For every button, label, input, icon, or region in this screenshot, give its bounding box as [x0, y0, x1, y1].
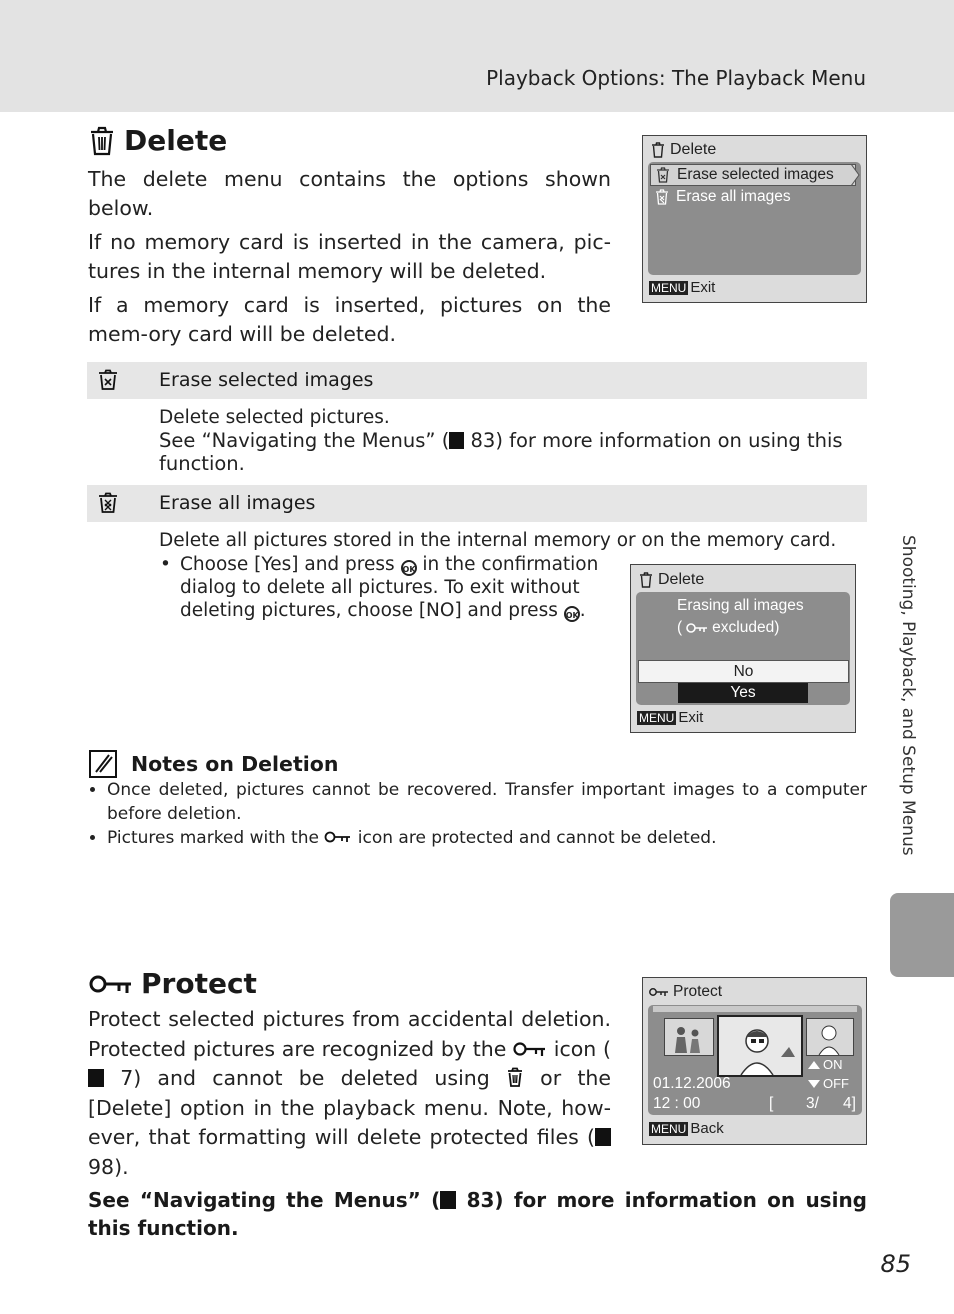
- protect-key-icon: [89, 972, 133, 996]
- menu-button-icon: MENU: [651, 1121, 687, 1136]
- page-ref-icon: [440, 1191, 456, 1209]
- protect-screen: [642, 977, 867, 1145]
- protect-paragraph: Protect selected pictures from accidental deletion. Protected pictures are recognized by the icon ( 7) and cannot be deleted using or the [Delete] option in the playback menu. Note, how-ever, that formatting will delete protected files ( 98).: [88, 1007, 611, 1179]
- erase-all-icon: [97, 492, 119, 514]
- confirm-no-button[interactable]: No: [638, 660, 849, 683]
- exit-label: Exit: [690, 279, 716, 296]
- protect-key-icon: [324, 830, 352, 844]
- thumbnail-scrollbar[interactable]: [653, 1006, 857, 1012]
- option-desc-erase-all: Delete all pictures stored in the internal memory or on the memory card.: [159, 530, 837, 551]
- erase-selected-icon: [97, 369, 119, 391]
- delete-paragraph: If a memory card is inserted, pictures on the mem-ory card will be deleted.: [88, 293, 611, 346]
- delete-menu-screen: [642, 135, 867, 303]
- protect-heading: [89, 967, 257, 1000]
- trash-icon: [639, 572, 653, 588]
- note-icon: [89, 750, 117, 778]
- delete-intro: [88, 165, 611, 354]
- option-band-erase-selected: [87, 362, 867, 399]
- thumbnail-selected[interactable]: [717, 1015, 803, 1077]
- delete-heading: [88, 124, 227, 157]
- screen-exit-row: [637, 709, 703, 726]
- screen-title-row: [639, 571, 704, 589]
- page-header: [0, 0, 954, 112]
- exit-label: Exit: [678, 709, 704, 726]
- erase-selected-icon: [655, 167, 671, 183]
- erase-all-icon: [654, 189, 670, 205]
- frame-counter-total: 4]: [843, 1095, 856, 1112]
- protect-key-icon: [649, 987, 669, 997]
- header-title: Playback Options: The Playback Menu: [486, 66, 866, 90]
- thumbnail-next[interactable]: [806, 1018, 854, 1056]
- page-ref-icon: [595, 1128, 611, 1146]
- back-label: Back: [690, 1120, 724, 1137]
- bullet-dot: •: [160, 554, 171, 575]
- side-tab-marker: [890, 893, 954, 977]
- ok-button-icon: OK: [564, 606, 580, 622]
- option-desc-erase-selected: [159, 406, 864, 475]
- option-label: Erase all images: [159, 492, 316, 514]
- confirm-yes-button[interactable]: Yes: [678, 683, 808, 703]
- menu-item-label: Erase selected images: [677, 166, 834, 183]
- erase-all-bullet: [160, 553, 600, 622]
- page-ref-icon: [88, 1069, 104, 1087]
- note-item: • Once deleted, pictures cannot be recovered. Transfer important images to a computer before deletion.: [107, 778, 867, 826]
- people-photo-icon: [665, 1019, 713, 1055]
- notes-list: [87, 778, 867, 850]
- menu-item-erase-selected[interactable]: [650, 164, 856, 186]
- thumbnail-previous[interactable]: [664, 1018, 714, 1056]
- photo-time: 12 : 00: [653, 1095, 701, 1112]
- frame-counter-open: [: [769, 1095, 774, 1112]
- delete-title: Delete: [124, 124, 228, 157]
- trash-icon: [88, 126, 116, 156]
- delete-paragraph: The delete menu contains the options shown below.: [88, 167, 611, 220]
- page-number: 85: [880, 1250, 911, 1278]
- screen-title: Delete: [670, 141, 717, 158]
- portrait-photo-icon: [719, 1017, 801, 1075]
- see-navigating-note: See “Navigating the Menus” ( 83) for more information on using this function.: [159, 429, 843, 475]
- page-ref-icon: [449, 432, 464, 449]
- option-description: Delete selected pictures.: [159, 407, 390, 428]
- confirm-exclusion: ( excluded): [677, 619, 780, 636]
- menu-item-erase-all[interactable]: [654, 188, 791, 206]
- arrow-up-icon: [808, 1061, 820, 1069]
- protect-key-icon: [686, 622, 708, 634]
- option-band-erase-all: [87, 485, 867, 522]
- protect-key-icon: [513, 1040, 547, 1058]
- screen-title-row: [651, 141, 716, 159]
- portrait-photo-icon: [807, 1019, 853, 1055]
- menu-button-icon: MENU: [639, 710, 675, 725]
- side-section-label: Shooting, Playback, and Setup Menus: [898, 535, 918, 856]
- ok-button-icon: OK: [401, 560, 417, 576]
- delete-paragraph: If no memory card is inserted in the camera, pic-tures in the internal memory will be deleted.: [88, 230, 611, 283]
- protect-on-hint: ON: [808, 1057, 843, 1072]
- erase-confirm-screen: [630, 564, 856, 733]
- screen-exit-row: [649, 279, 715, 296]
- menu-item-label: Erase all images: [676, 188, 791, 205]
- notes-title: Notes on Deletion: [131, 752, 339, 776]
- protect-title: Protect: [141, 967, 257, 1000]
- protect-off-hint: OFF: [808, 1076, 849, 1091]
- frame-counter-current: 3/: [806, 1095, 819, 1112]
- protect-see-note: See “Navigating the Menus” ( 83) for more information on using this function.: [88, 1188, 868, 1240]
- note-item: • Pictures marked with the icon are protected and cannot be deleted.: [107, 826, 867, 850]
- trash-icon: [651, 142, 665, 158]
- trash-icon: [506, 1067, 524, 1087]
- menu-button-icon: MENU: [651, 280, 687, 295]
- screen-title: Delete: [658, 571, 705, 588]
- arrow-down-icon: [808, 1080, 820, 1088]
- screen-title: Protect: [673, 983, 723, 1000]
- photo-date: 01.12.2006: [653, 1075, 731, 1092]
- selection-arrow-icon: [851, 164, 861, 186]
- bullet-text: Choose [Yes] and press OK in the confirmation dialog to delete all pictures. To exit without deleting pictures, choose [NO] and press OK.: [180, 554, 599, 621]
- screen-back-row: [649, 1120, 724, 1137]
- notes-heading: [89, 750, 338, 778]
- confirm-message: Erasing all images: [677, 597, 804, 614]
- option-label: Erase selected images: [159, 369, 374, 391]
- screen-title-row: [649, 983, 722, 1001]
